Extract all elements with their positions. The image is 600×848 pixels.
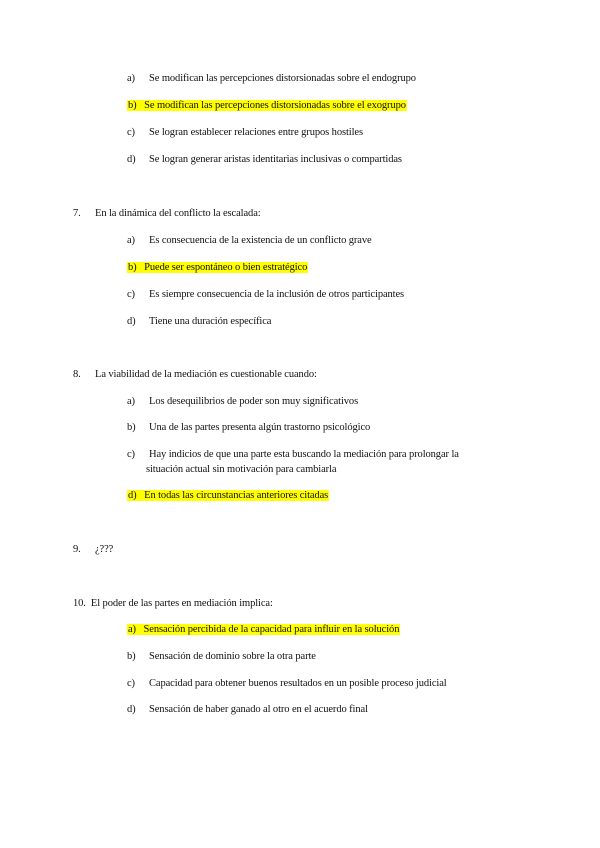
option-text: Los desequilibrios de poder son muy significativos xyxy=(149,396,359,407)
option-8c xyxy=(127,448,459,461)
highlighted-answer xyxy=(127,624,400,635)
option-letter: c) xyxy=(127,449,135,460)
option-10d xyxy=(127,703,368,716)
option-7c xyxy=(127,288,404,301)
question-number: 8. xyxy=(73,369,81,380)
option-text: Se logran generar aristas identitarias inclusivas o compartidas xyxy=(149,154,402,165)
option-text: Sensación de dominio sobre la otra parte xyxy=(149,651,316,662)
option-letter: b) xyxy=(127,651,136,662)
option-10b xyxy=(127,650,316,663)
option-7d xyxy=(127,315,271,328)
question-number: 10. xyxy=(73,598,86,609)
option-letter: a) xyxy=(127,396,135,407)
question-9 xyxy=(73,543,113,556)
option-letter: a) xyxy=(127,73,135,84)
option-text: Una de las partes presenta algún trastorno psicológico xyxy=(149,422,371,433)
option-letter: b) xyxy=(127,422,136,433)
option-text: Hay indicios de que una parte esta buscando la mediación para prolongar la xyxy=(149,449,459,460)
option-text: Sensación de haber ganado al otro en el acuerdo final xyxy=(149,704,368,715)
option-letter: a) xyxy=(127,235,135,246)
question-8 xyxy=(73,368,317,381)
option-letter: c) xyxy=(127,289,135,300)
option-6c xyxy=(127,126,363,139)
option-text: Capacidad para obtener buenos resultados en un posible proceso judicial xyxy=(149,678,447,689)
option-text: Sensación percibida de la capacidad para influir en la solución xyxy=(143,624,400,635)
option-7b xyxy=(127,261,308,274)
option-letter: c) xyxy=(127,127,135,138)
question-text: El poder de las partes en mediación implica: xyxy=(90,598,273,609)
option-6b xyxy=(127,99,407,112)
highlighted-answer xyxy=(127,490,329,501)
question-text: ¿??? xyxy=(95,544,114,555)
highlighted-answer xyxy=(127,100,407,111)
option-letter: d) xyxy=(128,490,137,501)
option-text: En todas las circunstancias anteriores citadas xyxy=(144,490,329,501)
question-10 xyxy=(73,597,273,610)
option-8c-continuation xyxy=(146,463,336,476)
option-10a xyxy=(127,623,400,636)
option-text-continuation: situación actual sin motivación para cambiarla xyxy=(146,464,337,475)
option-6a xyxy=(127,72,416,85)
question-7 xyxy=(73,207,261,220)
option-letter: d) xyxy=(127,316,136,327)
option-letter: a) xyxy=(128,624,136,635)
option-letter: c) xyxy=(127,678,135,689)
option-text: Puede ser espontáneo o bien estratégico xyxy=(144,262,308,273)
option-letter: d) xyxy=(127,154,136,165)
option-8d xyxy=(127,489,329,502)
option-text: Se modifican las percepciones distorsionadas sobre el exogrupo xyxy=(144,100,406,111)
question-number: 7. xyxy=(73,208,81,219)
option-text: Se modifican las percepciones distorsionadas sobre el endogrupo xyxy=(149,73,416,84)
option-text: Tiene una duración específica xyxy=(149,316,272,327)
option-6d xyxy=(127,153,402,166)
option-letter: b) xyxy=(128,100,137,111)
option-10c xyxy=(127,677,447,690)
option-7a xyxy=(127,234,372,247)
option-8b xyxy=(127,421,370,434)
option-letter: d) xyxy=(127,704,136,715)
option-text: Se logran establecer relaciones entre grupos hostiles xyxy=(149,127,363,138)
question-text: En la dinámica del conflicto la escalada: xyxy=(95,208,261,219)
option-8a xyxy=(127,395,358,408)
question-number: 9. xyxy=(73,544,81,555)
option-letter: b) xyxy=(128,262,137,273)
highlighted-answer xyxy=(127,262,308,273)
option-text: Es consecuencia de la existencia de un conflicto grave xyxy=(149,235,372,246)
option-text: Es siempre consecuencia de la inclusión de otros participantes xyxy=(149,289,405,300)
question-text: La viabilidad de la mediación es cuestionable cuando: xyxy=(95,369,317,380)
